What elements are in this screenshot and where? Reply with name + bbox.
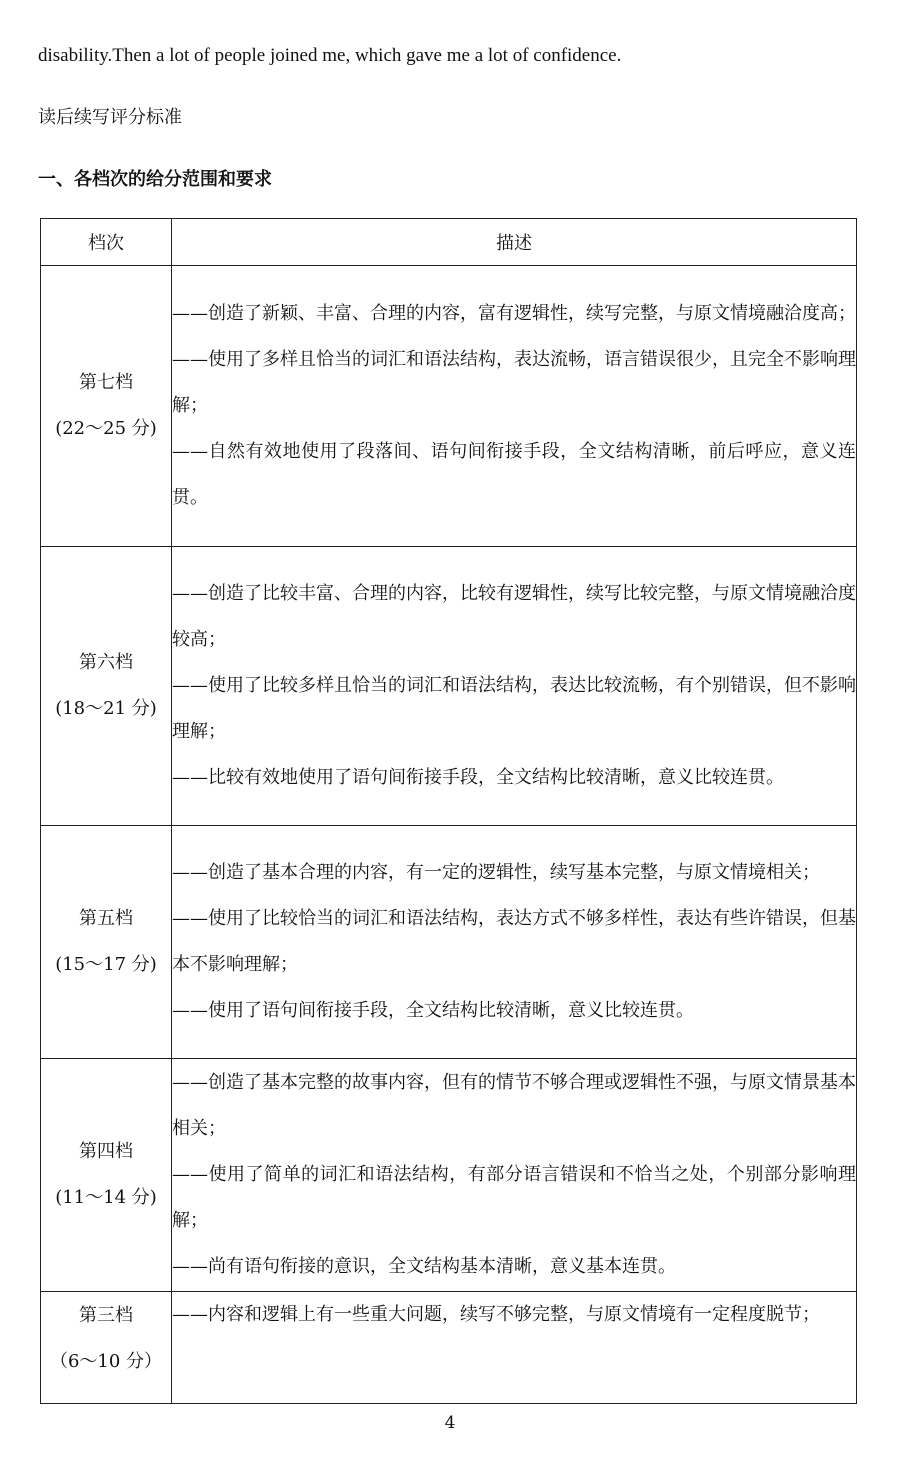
level-name: 第七档	[79, 372, 133, 393]
criterion: ——创造了基本合理的内容，有一定的逻辑性，续写基本完整，与原文情境相关；	[172, 862, 820, 883]
criterion: ——创造了比较丰富、合理的内容，比较有逻辑性，续写比较完整，与原文情境融洽度较高；	[172, 583, 856, 650]
level-cell	[41, 1059, 172, 1292]
score-range: (11～14 分)	[55, 1187, 157, 1208]
criterion: ——内容和逻辑上有一些重大问题，续写不够完整，与原文情境有一定程度脱节；	[172, 1304, 820, 1325]
table-row	[41, 1059, 857, 1292]
criterion: ——比较有效地使用了语句间衔接手段，全文结构比较清晰，意义比较连贯。	[172, 767, 784, 788]
table-header-row	[41, 219, 857, 266]
scoring-rubric-table	[40, 218, 857, 1404]
intro-text: disability.Then a lot of people joined me, which gave me a lot of confidence.	[38, 45, 622, 66]
description-cell	[172, 547, 857, 826]
criterion: ——使用了多样且恰当的词汇和语法结构，表达流畅，语言错误很少，且完全不影响理解；	[172, 349, 856, 416]
description-cell	[172, 1059, 857, 1292]
criterion: ——自然有效地使用了段落间、语句间衔接手段，全文结构清晰，前后呼应，意义连贯。	[172, 441, 856, 508]
level-name: 第三档	[79, 1305, 133, 1326]
header-description: 描述	[172, 219, 857, 266]
level-cell	[41, 826, 172, 1059]
criterion: ——使用了简单的词汇和语法结构，有部分语言错误和不恰当之处，个别部分影响理解；	[172, 1164, 856, 1231]
rubric-subtitle: 读后续写评分标准	[38, 107, 182, 128]
criterion: ——使用了比较多样且恰当的词汇和语法结构，表达比较流畅，有个别错误，但不影响理解；	[172, 675, 856, 742]
level-cell	[41, 1292, 172, 1404]
level-name: 第四档	[79, 1141, 133, 1162]
table-row	[41, 1292, 857, 1404]
criterion: ——创造了新颖、丰富、合理的内容，富有逻辑性，续写完整，与原文情境融洽度高；	[172, 303, 856, 324]
level-cell	[41, 547, 172, 826]
score-range: (22～25 分)	[55, 418, 157, 439]
header-level: 档次	[41, 219, 172, 266]
table-row	[41, 547, 857, 826]
score-range: (15～17 分)	[55, 954, 157, 975]
criterion: ——创造了基本完整的故事内容，但有的情节不够合理或逻辑性不强，与原文情景基本相关；	[172, 1072, 856, 1139]
level-name: 第五档	[79, 908, 133, 929]
section-heading: 一、各档次的给分范围和要求	[38, 169, 272, 190]
level-name: 第六档	[79, 652, 133, 673]
criterion: ——使用了比较恰当的词汇和语法结构，表达方式不够多样性，表达有些许错误，但基本不影响理解；	[172, 908, 856, 975]
description-cell	[172, 826, 857, 1059]
description-cell	[172, 266, 857, 547]
table-row	[41, 826, 857, 1059]
description-cell	[172, 1292, 857, 1404]
criterion: ——尚有语句衔接的意识，全文结构基本清晰，意义基本连贯。	[172, 1256, 676, 1277]
score-range: (18～21 分)	[55, 698, 157, 719]
score-range: （6～10 分）	[49, 1351, 163, 1372]
page-number: 4	[444, 1413, 456, 1433]
table-row	[41, 266, 857, 547]
criterion: ——使用了语句间衔接手段，全文结构比较清晰，意义比较连贯。	[172, 1000, 694, 1021]
level-cell	[41, 266, 172, 547]
